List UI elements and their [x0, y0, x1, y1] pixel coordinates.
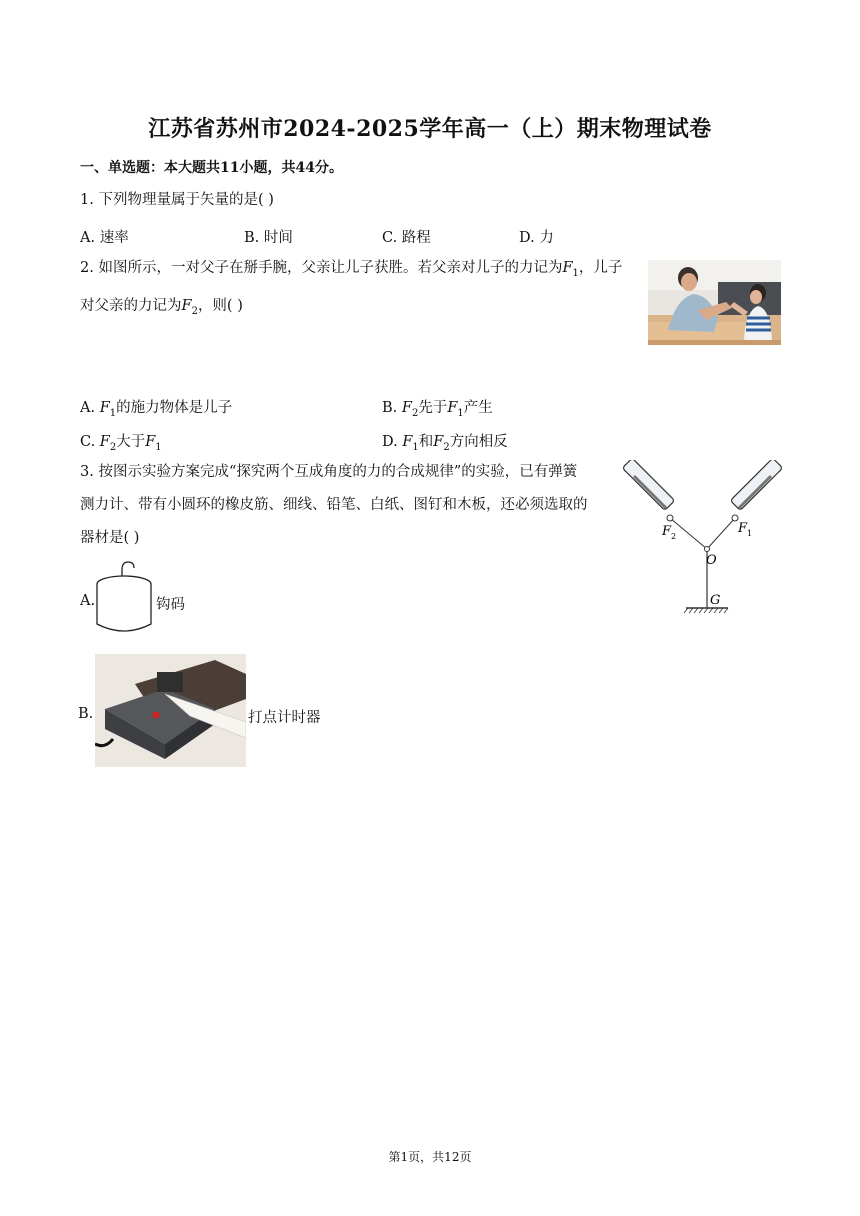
- q3-stem-line1: 3. 按图示实验方案完成“探究两个互成角度的力的合成规律”的实验，已有弹簧: [80, 464, 578, 480]
- hook-weight-icon: [94, 558, 154, 638]
- q1-stem: 1. 下列物理量属于矢量的是( ): [80, 192, 274, 208]
- q1-option-a[interactable]: A. 速率: [80, 230, 129, 246]
- q2-stem: [80, 252, 640, 328]
- q3-option-b-text[interactable]: 打点计时器: [248, 710, 321, 726]
- q3-option-b-label[interactable]: B.: [78, 706, 94, 722]
- fig-label-g: G: [710, 593, 721, 608]
- ticker-timer-photo: [95, 654, 246, 767]
- section-heading: 一、单选题：本大题共11小题，共44分。: [80, 160, 343, 176]
- fig-label-f2: F: [662, 524, 672, 539]
- q3-stem: [80, 456, 620, 555]
- q3-stem-line2: 测力计、带有小圆环的橡皮筋、细线、铅笔、白纸、图钉和木板，还必须选取的: [80, 497, 588, 513]
- q3-option-a-label[interactable]: A.: [80, 593, 96, 609]
- fig-sub-2: 2: [671, 532, 677, 541]
- q3-option-a-text[interactable]: 钩码: [156, 597, 185, 613]
- fig-sub-1: 1: [747, 529, 753, 538]
- q2-option-c[interactable]: C. $F_2$大于$F_1$: [80, 434, 162, 453]
- q2-stem-line1: 2. 如图所示，一对父子在掰手腕，父亲让儿子获胜。若父亲对儿子的力记为$F_1$，儿子: [80, 260, 623, 279]
- spring-balance-left: [622, 460, 674, 510]
- q2-option-b[interactable]: B. $F_2$先于$F_1$产生: [382, 400, 493, 419]
- page-title: 江苏省苏州市2024-2025学年高一（上）期末物理试卷: [148, 116, 712, 142]
- spring-balance-right: [730, 460, 782, 510]
- force-composition-diagram: [620, 460, 785, 620]
- q1-option-d[interactable]: D. 力: [519, 230, 554, 246]
- q2-stem-line2: 对父亲的力记为$F_2$，则( ): [80, 297, 243, 317]
- page-footer: 第1页，共12页: [388, 1150, 472, 1164]
- q2-option-a[interactable]: A. $F_1$的施力物体是儿子: [80, 400, 233, 419]
- q3-stem-line3: 器材是( ): [80, 530, 140, 546]
- q1-option-b[interactable]: B. 时间: [244, 230, 293, 246]
- fig-label-o: O: [706, 553, 717, 568]
- q1-option-c[interactable]: C. 路程: [382, 230, 431, 246]
- fig-label-f1: F: [738, 521, 748, 536]
- q2-option-d[interactable]: D. $F_1$和$F_2$方向相反: [382, 434, 508, 453]
- arm-wrestling-photo: [648, 260, 781, 345]
